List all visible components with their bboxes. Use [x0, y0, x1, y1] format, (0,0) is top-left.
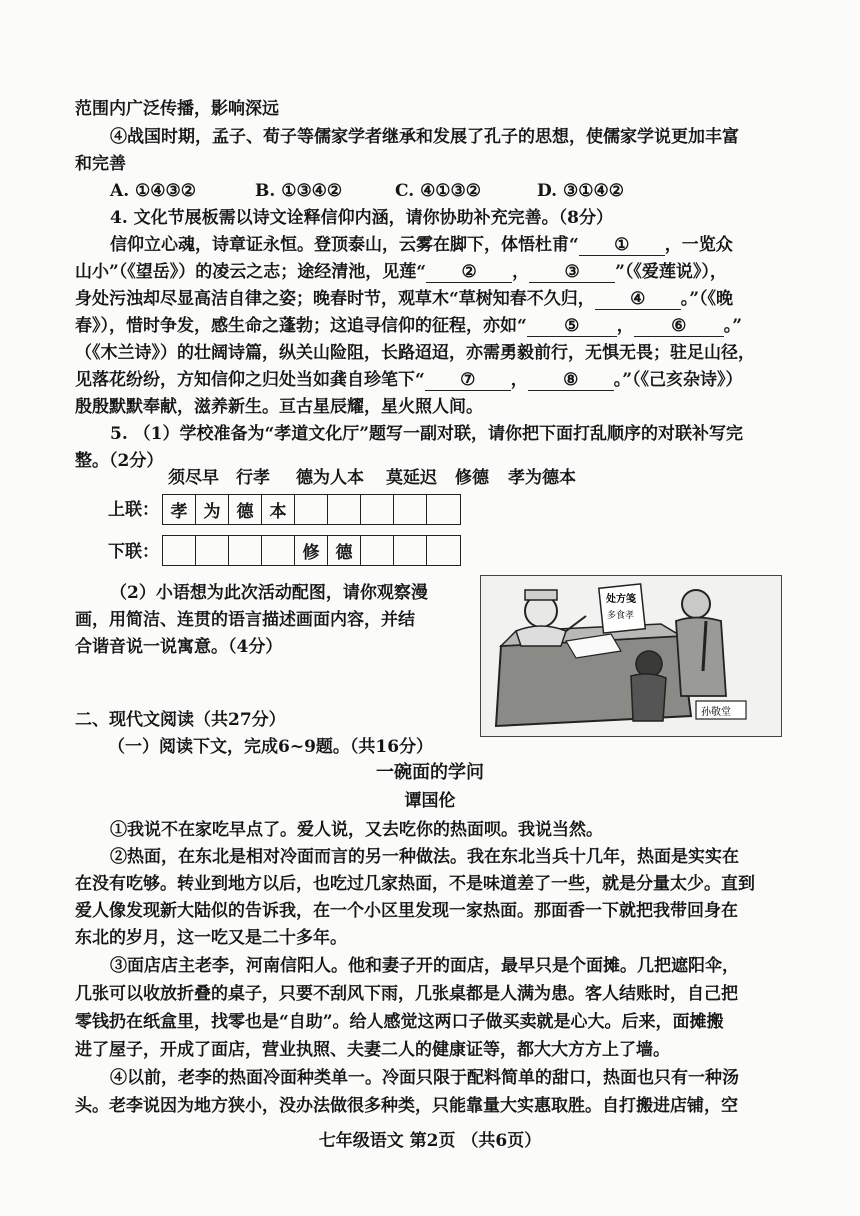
- cartoon-drawing: [481, 576, 781, 736]
- q4-line: 殷殷默默奉献，滋养新生。亘古星辰耀，星火照人间。: [75, 397, 483, 417]
- chip: 须尽早: [168, 468, 219, 488]
- lower-couplet-label: 下联：: [108, 542, 159, 562]
- q4-line: （《木兰诗》）的壮阔诗篇，纵关山险阻，长路迢迢，亦需勇毅前行，无惧无畏；驻足山径，: [75, 343, 755, 363]
- blank-2[interactable]: ②: [426, 262, 512, 283]
- page-footer: 七年级语文 第2页 （共6页）: [318, 1131, 542, 1151]
- q4-line: 身处污浊却尽显高洁自律之姿；晚春时节，观草木“草树知春不久归， ④ 。”（《晚: [75, 289, 734, 309]
- option-a: A. ①④③②: [110, 181, 196, 201]
- couplet-cell[interactable]: 德: [229, 495, 262, 524]
- couplet-cell[interactable]: 修: [295, 536, 328, 565]
- q5-part2: （2）小语想为此次活动配图，请你观察漫: [110, 583, 428, 603]
- upper-couplet-label: 上联：: [108, 500, 159, 520]
- chip: 莫延迟: [386, 468, 437, 488]
- q4-line: 春》），惜时争发，感生命之蓬勃；这追寻信仰的征程，亦如“ ⑤ ， ⑥ 。”: [75, 316, 743, 336]
- text-line: ④战国时期，孟子、荀子等儒家学者继承和发展了孔子的思想，使儒家学说更加丰富: [110, 127, 739, 147]
- article-line: ①我说不在家吃早点了。爱人说，又去吃你的热面呗。我说当然。: [110, 820, 603, 840]
- section-2-subtitle: （一）阅读下文，完成6~9题。（共16分）: [108, 737, 434, 757]
- article-line: 几张可以收放折叠的桌子，只要不刮风下雨，几张桌都是人满为患。客人结账时，自己把: [75, 984, 738, 1004]
- article-author: 谭国伦: [404, 791, 456, 811]
- q4-line: 信仰立心魂，诗章证永恒。登顶泰山，云雾在脚下，体悟杜甫“ ① ，一览众: [110, 235, 733, 255]
- cartoon-box-text: 孙敬堂: [701, 707, 731, 718]
- couplet-cell[interactable]: [328, 495, 361, 524]
- option-c: C. ④①③②: [395, 181, 482, 201]
- chip: 修德: [455, 468, 489, 488]
- q4-line: 见落花纷纷，方知信仰之归处当如龚自珍笔下“ ⑦ ， ⑧ 。”（《己亥杂诗》）: [75, 370, 743, 390]
- blank-7[interactable]: ⑦: [425, 370, 511, 391]
- blank-6[interactable]: ⑥: [634, 316, 724, 337]
- blank-4[interactable]: ④: [595, 289, 681, 310]
- article-line: 爱人像发现新大陆似的告诉我，在一个小区里发现一家热面。那面香一下就把我带回身在: [75, 901, 738, 921]
- article-line: ②热面，在东北是相对冷面而言的另一种做法。我在东北当兵十几年，热面是实实在: [110, 847, 739, 867]
- couplet-cell[interactable]: [361, 495, 394, 524]
- q4-line: 山小”（《望岳》）的凌云之志；途经清池，见莲“ ② ， ③ ”（《爱莲说》），: [75, 262, 727, 282]
- blank-3[interactable]: ③: [529, 262, 615, 283]
- couplet-cell[interactable]: [427, 495, 460, 524]
- text-line: 和完善: [75, 154, 126, 174]
- q5-part2: 合谐音说一说寓意。（4分）: [75, 637, 283, 657]
- blank-8[interactable]: ⑧: [528, 370, 614, 391]
- article-title: 一碗面的学问: [376, 762, 484, 783]
- couplet-cell[interactable]: [163, 536, 196, 565]
- couplet-cell[interactable]: [361, 536, 394, 565]
- couplet-cell[interactable]: 孝: [163, 495, 196, 524]
- couplet-cell[interactable]: 为: [196, 495, 229, 524]
- upper-couplet-grid: [162, 494, 461, 525]
- couplet-cell[interactable]: [262, 536, 295, 565]
- option-b: B. ①③④②: [255, 181, 343, 201]
- section-2-title: 二、现代文阅读（共27分）: [75, 710, 286, 730]
- couplet-cell[interactable]: 本: [262, 495, 295, 524]
- couplet-cell[interactable]: [394, 495, 427, 524]
- lower-couplet-grid: [162, 535, 461, 566]
- cartoon-sign-text: 处方笺: [606, 594, 636, 605]
- couplet-cell[interactable]: [427, 536, 460, 565]
- chip: 孝为德本: [508, 468, 576, 488]
- couplet-cell[interactable]: [229, 536, 262, 565]
- chip: 行孝: [236, 468, 270, 488]
- blank-5[interactable]: ⑤: [527, 316, 617, 337]
- cartoon-image: [480, 575, 782, 737]
- chip: 德为人本: [296, 468, 364, 488]
- cartoon-sign-text2: 多食孝: [607, 611, 635, 621]
- article-line: 零钱扔在纸盒里，找零也是“自助”。给人感觉这两口子做买卖就是心大。后来，面摊搬: [75, 1012, 724, 1032]
- couplet-cell[interactable]: 德: [328, 536, 361, 565]
- question-5-title: 整。（2分）: [75, 451, 164, 471]
- q5-part2: 画，用简洁、连贯的语言描述画面内容，并结: [75, 610, 415, 630]
- article-line: 进了屋子，开成了面店，营业执照、夫妻二人的健康证等，都大大方方上了墙。: [75, 1040, 670, 1060]
- couplet-cell[interactable]: [196, 536, 229, 565]
- option-d: D. ③①④②: [537, 181, 624, 201]
- article-line: ③面店店主老李，河南信阳人。他和妻子开的面店，最早只是个面摊。几把遮阳伞，: [110, 956, 739, 976]
- couplet-cell[interactable]: [394, 536, 427, 565]
- question-5-title: 5. （1）学校准备为“孝道文化厅”题写一副对联，请你把下面打乱顺序的对联补写完: [110, 424, 744, 444]
- article-line: 东北的岁月，这一吃又是二十多年。: [75, 928, 347, 948]
- article-line: 在没有吃够。转业到地方以后，也吃过几家热面，不是味道差了一些，就是分量太少。直到: [75, 874, 755, 894]
- question-4-title: 4. 文化节展板需以诗文诠释信仰内涵，请你协助补充完善。（8分）: [110, 208, 613, 228]
- text-line: 范围内广泛传播，影响深远: [75, 99, 279, 119]
- blank-1[interactable]: ①: [579, 235, 665, 256]
- couplet-cell[interactable]: [295, 495, 328, 524]
- article-line: ④以前，老李的热面冷面种类单一。冷面只限于配料简单的甜口，热面也只有一种汤: [110, 1068, 739, 1088]
- article-line: 头。老李说因为地方狭小，没办法做很多种类，只能靠量大实惠取胜。自打搬进店铺，空: [75, 1096, 738, 1116]
